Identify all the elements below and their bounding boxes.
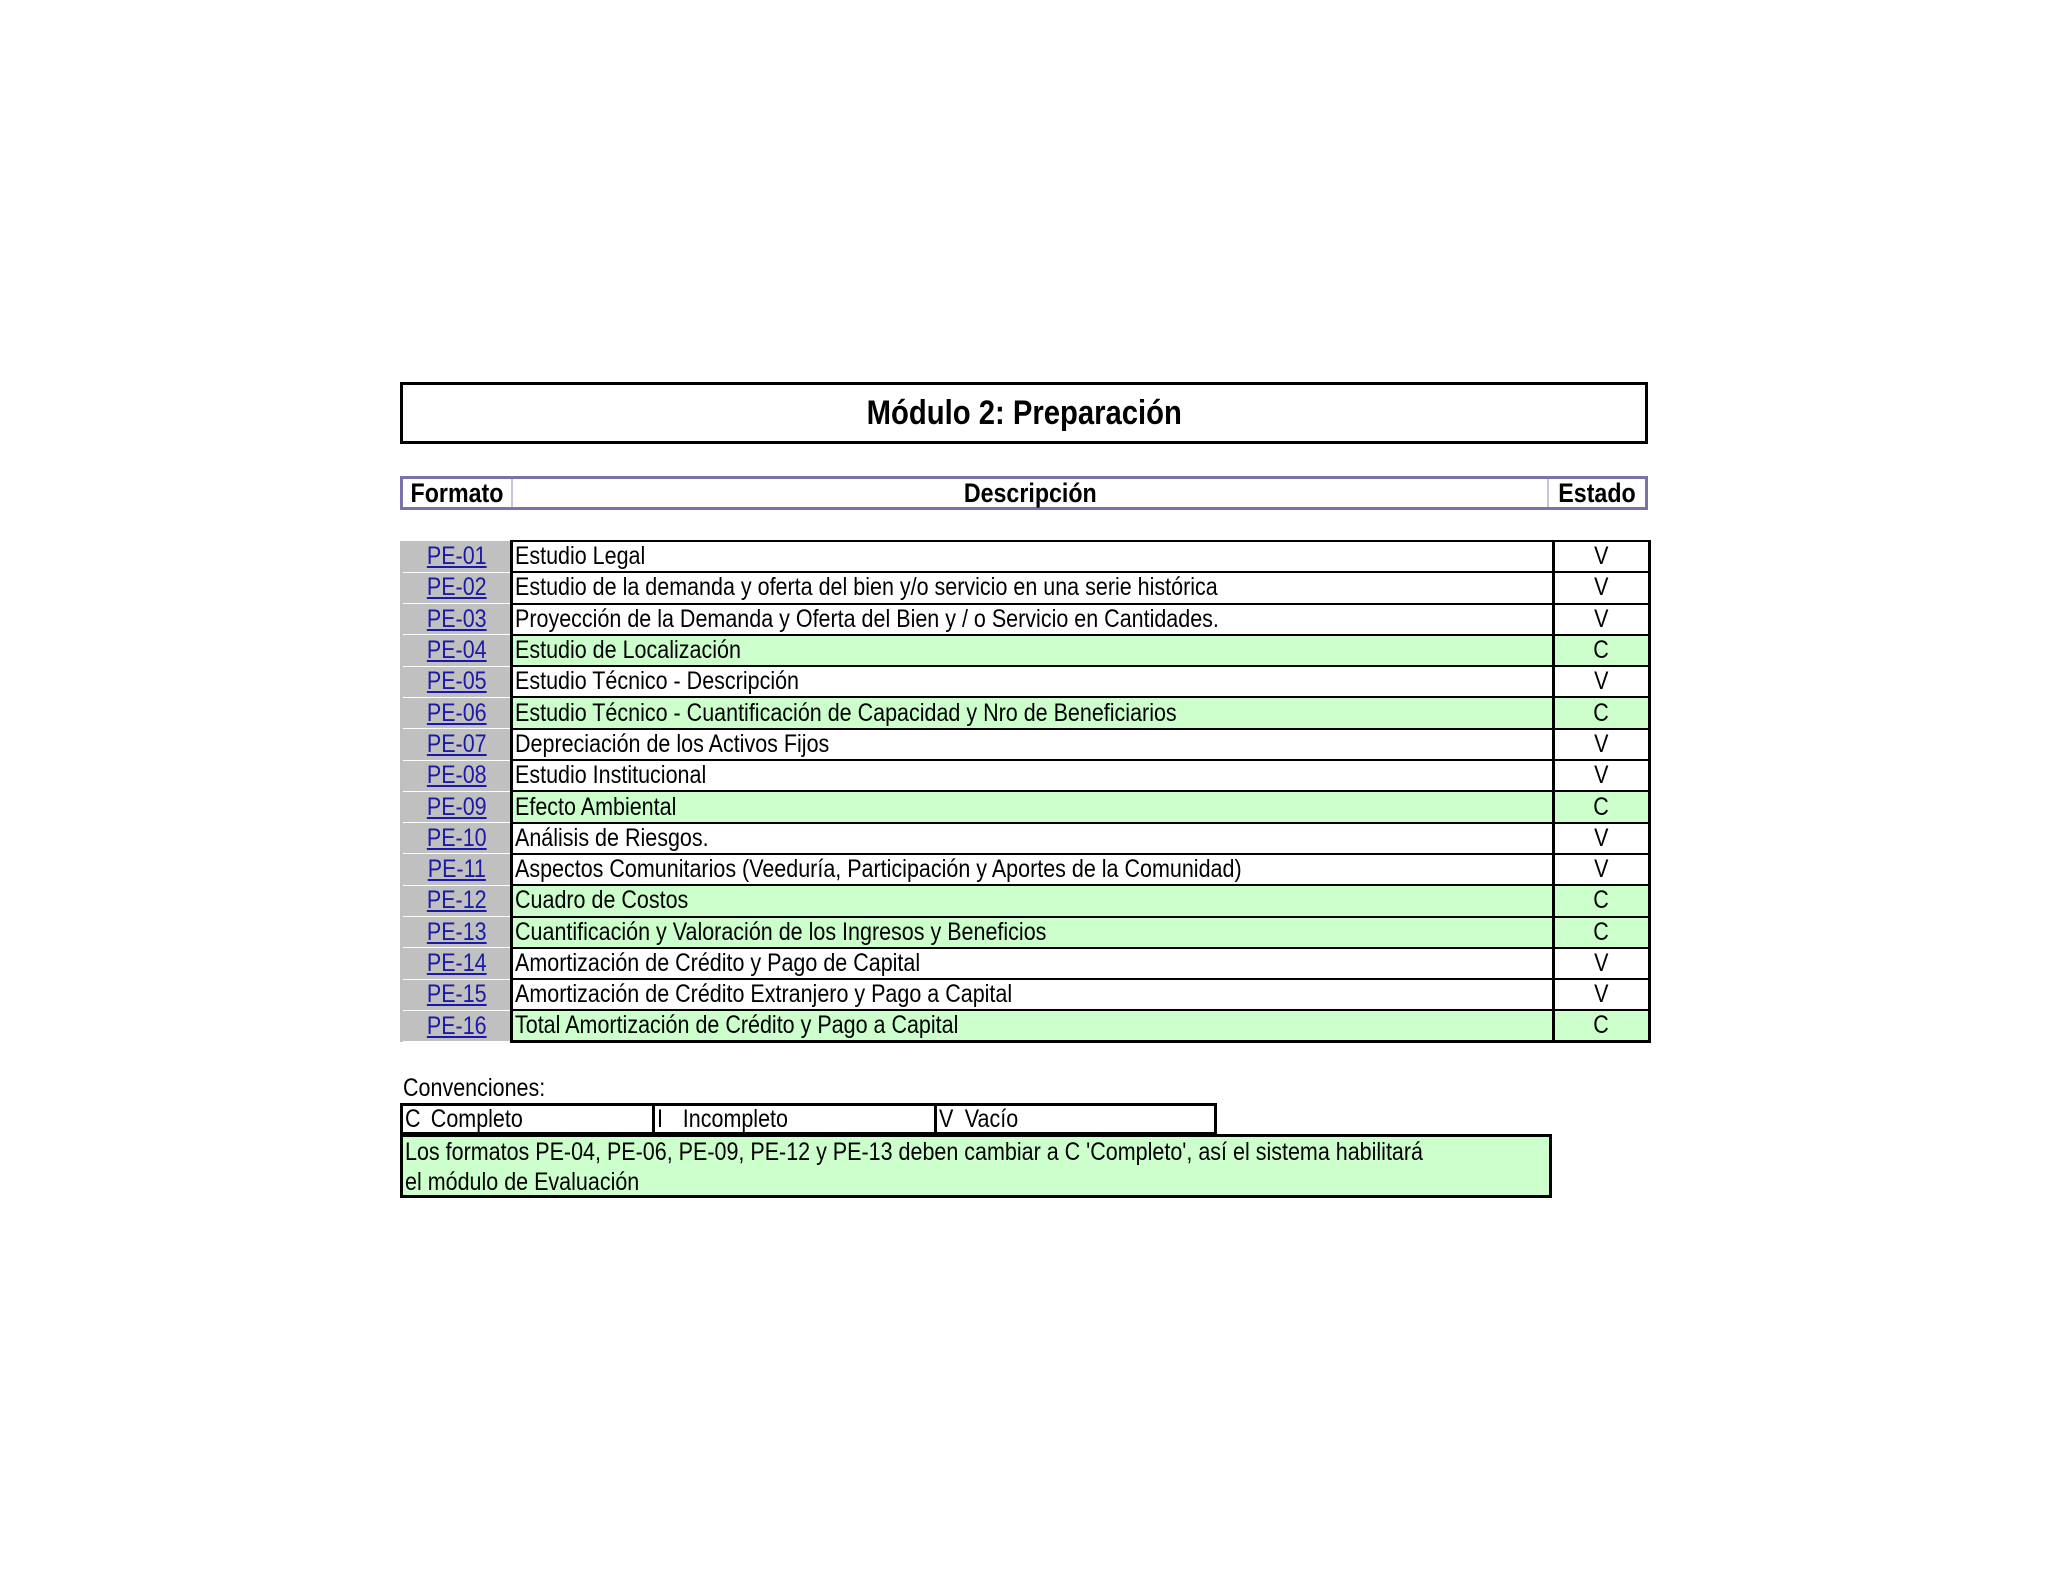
table-row	[402, 854, 1650, 885]
status-value: C	[1593, 792, 1610, 821]
format-cell	[402, 885, 512, 916]
table-row	[402, 541, 1650, 572]
description-text: Amortización de Crédito Extranjero y Pago a Capital	[515, 980, 1013, 1009]
table-header	[400, 476, 1648, 510]
status-cell	[1554, 666, 1650, 697]
header-estado: Estado	[1558, 477, 1636, 508]
format-cell	[402, 729, 512, 760]
status-value: C	[1593, 698, 1610, 727]
format-link-pe-04[interactable]: PE-04	[426, 636, 487, 665]
format-link-pe-11[interactable]: PE-11	[427, 855, 486, 884]
status-cell	[1554, 854, 1650, 885]
format-cell	[402, 541, 512, 572]
status-cell	[1554, 572, 1650, 603]
description-text: Depreciación de los Activos Fijos	[515, 729, 830, 758]
status-value: V	[1594, 729, 1609, 758]
status-value: V	[1594, 573, 1609, 602]
status-cell	[1554, 885, 1650, 916]
format-link-pe-06[interactable]: PE-06	[426, 698, 487, 727]
table-row	[402, 572, 1650, 603]
table-row	[402, 729, 1650, 760]
format-link-pe-10[interactable]: PE-10	[426, 823, 487, 852]
format-cell	[402, 572, 512, 603]
format-link-pe-03[interactable]: PE-03	[426, 604, 487, 633]
legend-item-vacio: V Vacío	[934, 1103, 1217, 1135]
description-text: Aspectos Comunitarios (Veeduría, Participación y Aportes de la Comunidad)	[515, 855, 1242, 884]
header-descripcion: Descripción	[513, 479, 1549, 507]
description-text: Efecto Ambiental	[515, 792, 677, 821]
status-cell	[1554, 729, 1650, 760]
status-value: V	[1594, 761, 1609, 790]
description-text: Estudio Legal	[515, 542, 646, 571]
status-cell	[1554, 604, 1650, 635]
conventions-label: Convenciones:	[403, 1074, 546, 1102]
table-row	[402, 760, 1650, 791]
description-cell	[512, 917, 1554, 948]
description-cell	[512, 604, 1554, 635]
status-cell	[1554, 979, 1650, 1010]
description-cell	[512, 885, 1554, 916]
status-cell	[1554, 1010, 1650, 1042]
format-cell	[402, 791, 512, 822]
status-cell	[1554, 823, 1650, 854]
header-formato: Formato	[403, 479, 513, 507]
table-row	[402, 791, 1650, 822]
module-title: Módulo 2: Preparación	[866, 393, 1182, 432]
status-value: C	[1593, 636, 1610, 665]
description-cell	[512, 541, 1554, 572]
format-link-pe-16[interactable]: PE-16	[426, 1011, 487, 1040]
status-cell	[1554, 760, 1650, 791]
legend-item-incompleto: I Incompleto	[652, 1103, 934, 1135]
format-cell	[402, 604, 512, 635]
status-value: C	[1593, 1011, 1610, 1040]
format-cell	[402, 760, 512, 791]
description-text: Estudio de Localización	[515, 636, 741, 665]
status-value: V	[1594, 542, 1609, 571]
description-text: Estudio de la demanda y oferta del bien y/o servicio en una serie histórica	[515, 573, 1218, 602]
description-cell	[512, 791, 1554, 822]
format-link-pe-02[interactable]: PE-02	[426, 573, 487, 602]
format-cell	[402, 854, 512, 885]
legend-item-completo: C Completo	[400, 1103, 652, 1135]
format-cell	[402, 948, 512, 979]
format-link-pe-08[interactable]: PE-08	[426, 761, 487, 790]
table-row	[402, 885, 1650, 916]
table-row	[402, 917, 1650, 948]
description-cell	[512, 572, 1554, 603]
status-value: V	[1594, 855, 1609, 884]
table-row	[402, 604, 1650, 635]
status-cell	[1554, 791, 1650, 822]
format-link-pe-09[interactable]: PE-09	[426, 792, 487, 821]
table-row	[402, 979, 1650, 1010]
formats-table	[400, 540, 1651, 1043]
table-row	[402, 697, 1650, 728]
description-cell	[512, 854, 1554, 885]
description-text: Estudio Institucional	[515, 761, 707, 790]
format-cell	[402, 697, 512, 728]
description-text: Amortización de Crédito y Pago de Capital	[515, 949, 921, 977]
format-link-pe-01[interactable]: PE-01	[426, 541, 487, 570]
module-title-box	[400, 382, 1648, 444]
format-cell	[402, 979, 512, 1010]
status-value: V	[1594, 823, 1609, 852]
description-text: Cuantificación y Valoración de los Ingresos y Beneficios	[515, 917, 1047, 946]
format-cell	[402, 1010, 512, 1042]
description-text: Cuadro de Costos	[515, 886, 689, 915]
status-cell	[1554, 635, 1650, 666]
note-line-2: el módulo de Evaluación	[405, 1168, 640, 1196]
description-cell	[512, 760, 1554, 791]
status-cell	[1554, 697, 1650, 728]
status-value: C	[1593, 917, 1610, 946]
description-text: Estudio Técnico - Descripción	[515, 667, 800, 696]
status-cell	[1554, 541, 1650, 572]
description-text: Análisis de Riesgos.	[515, 823, 709, 852]
status-value: V	[1594, 604, 1609, 633]
description-text: Proyección de la Demanda y Oferta del Bien y / o Servicio en Cantidades.	[515, 604, 1219, 633]
description-cell	[512, 948, 1554, 979]
table-row	[402, 823, 1650, 854]
table-row	[402, 666, 1650, 697]
table-row	[402, 948, 1650, 979]
description-text: Estudio Técnico - Cuantificación de Capacidad y Nro de Beneficiarios	[515, 698, 1177, 727]
status-cell	[1554, 917, 1650, 948]
description-cell	[512, 823, 1554, 854]
description-cell	[512, 1010, 1554, 1042]
status-value: V	[1594, 667, 1609, 696]
format-link-pe-07[interactable]: PE-07	[426, 729, 487, 758]
description-cell	[512, 979, 1554, 1010]
conventions-legend	[400, 1103, 1217, 1135]
description-cell	[512, 635, 1554, 666]
format-link-pe-13[interactable]: PE-13	[426, 917, 487, 946]
description-text: Total Amortización de Crédito y Pago a Capital	[515, 1011, 959, 1040]
status-value: V	[1594, 949, 1609, 977]
table-row	[402, 1010, 1650, 1042]
format-link-pe-14[interactable]: PE-14	[426, 949, 487, 977]
format-cell	[402, 917, 512, 948]
format-cell	[402, 635, 512, 666]
status-cell	[1554, 948, 1650, 979]
format-link-pe-15[interactable]: PE-15	[426, 980, 487, 1009]
note-line-1: Los formatos PE-04, PE-06, PE-09, PE-12 y PE-13 deben cambiar a C 'Completo', así el sistema habilitará	[405, 1138, 1423, 1166]
description-cell	[512, 729, 1554, 760]
description-cell	[512, 697, 1554, 728]
description-cell	[512, 666, 1554, 697]
format-link-pe-12[interactable]: PE-12	[426, 886, 487, 915]
status-value: V	[1594, 980, 1609, 1009]
table-row	[402, 635, 1650, 666]
completion-note	[400, 1134, 1552, 1198]
format-link-pe-05[interactable]: PE-05	[426, 667, 487, 696]
format-cell	[402, 666, 512, 697]
status-value: C	[1593, 886, 1610, 915]
format-cell	[402, 823, 512, 854]
